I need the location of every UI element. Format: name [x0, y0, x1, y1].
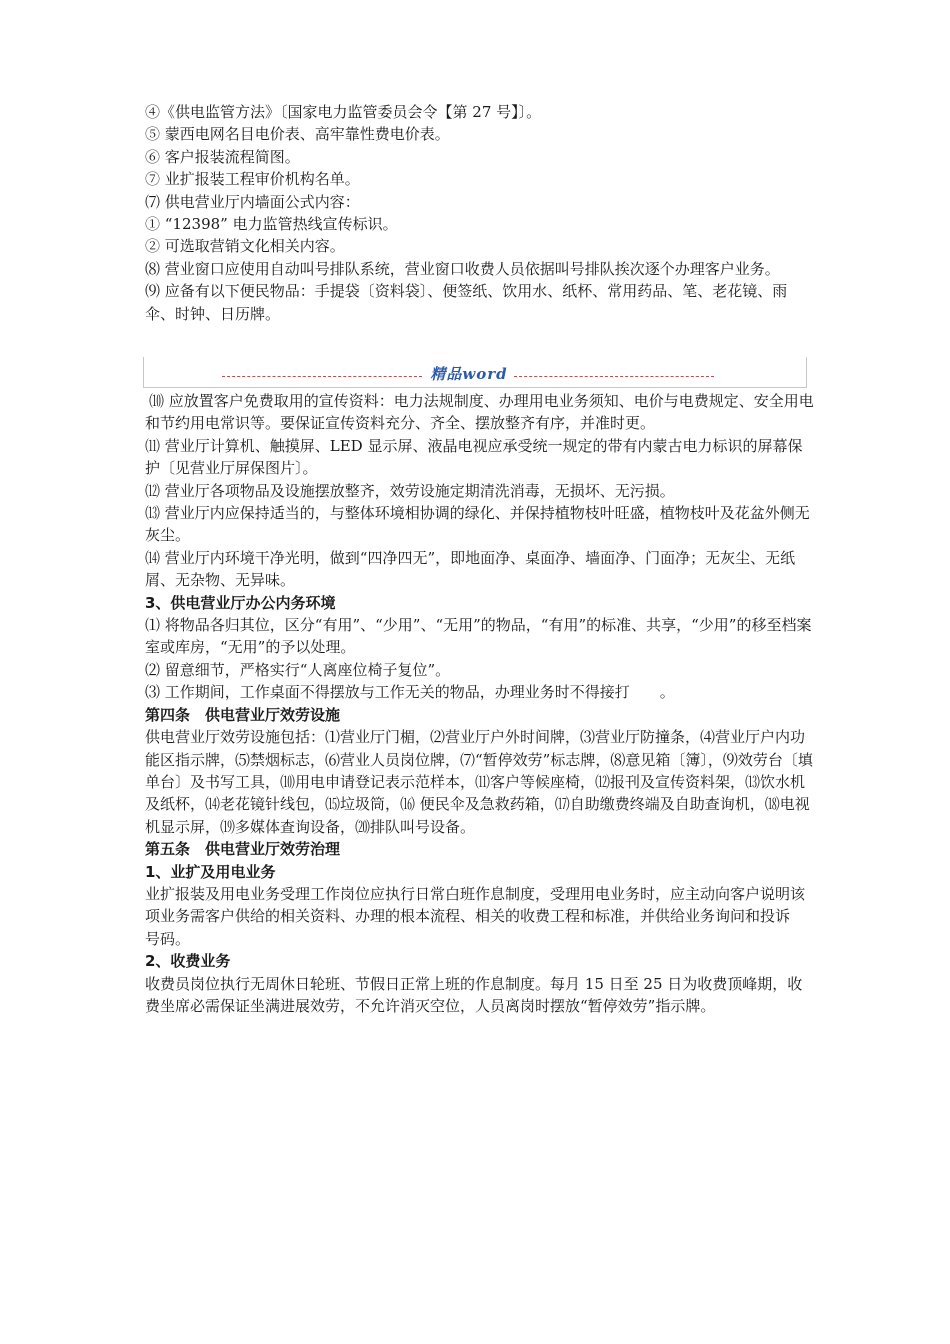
list-item: ⑻ 营业窗口应使用自动叫号排队系统，营业窗口收费人员依据叫号排队挨次逐个办理客户业务。 — [145, 259, 780, 278]
paragraph: 供电营业厅效劳设施包括：⑴营业厅门楣，⑵营业厅户外时间牌，⑶营业厅防撞条，⑷营业厅户内功能区指示牌，⑸禁烟标志，⑹营业人员岗位牌，⑺“暂停效劳”标志牌，⑻意见箱〔簿〕，⑼效劳台〔填单台〕及书写工具，⑽用电申请登记表示范样本，⑾客户等候座椅，⑿报刊及宣传资料架，⒀饮水机及纸杯，⒁老花镜针线包，⒂垃圾筒，⒃ 便民伞及急救药箱，⒄自助缴费终端及自助查询机，⒅电视机显示屏，⒆多媒体查询设备，⒇排队叫号设备。 — [145, 728, 813, 836]
article-heading: 第四条 供电营业厅效劳设施 — [145, 705, 341, 724]
list-item: ⑵ 留意细节，严格实行“人离座位椅子复位”。 — [145, 660, 451, 679]
list-item: ⒀ 营业厅内应保持适当的，与整体环境相协调的绿化、并保持植物枝叶旺盛，植物枝叶及花盆外侧无灰尘。 — [145, 504, 810, 545]
list-item: ⑤ 蒙西电网名目电价表、高牢靠性费电价表。 — [145, 125, 450, 144]
section-b — [145, 390, 821, 1017]
section-heading: 1、业扩及用电业务 — [145, 862, 276, 881]
list-item: ⒁ 营业厅内环境干净光明，做到“四净四无”，即地面净、桌面净、墙面净、门面净；无灰尘、无纸屑、无杂物、无异味。 — [145, 548, 796, 590]
banner-dash-left — [222, 376, 422, 377]
section-a — [145, 101, 817, 325]
article-heading: 第五条 供电营业厅效劳治理 — [145, 840, 341, 859]
list-item: ⑿ 营业厅各项物品及设施摆放整齐，效劳设施定期清洗消毒，无损坏、无污损。 — [145, 481, 675, 500]
list-item: ② 可选取营销文化相关内容。 — [145, 237, 345, 256]
list-item: ④《供电监管方法》〔国家电力监管委员会令【第 27 号】〕。 — [145, 103, 542, 121]
banner-logo: 精品word — [430, 365, 508, 383]
list-item: ① “12398” 电力监管热线宣传标识。 — [145, 215, 398, 234]
divider-banner — [143, 357, 807, 388]
paragraph: 收费员岗位执行无周休日轮班、节假日正常上班的作息制度。每月 15 日至 25 日为收费顶峰期，收费坐席必需保证坐满进展效劳，不允许消灭空位，人员离岗时摆放“暂停效劳”指示牌。 — [145, 974, 803, 1015]
list-item: ⑥ 客户报装流程简图。 — [145, 147, 300, 166]
list-item: ⑶ 工作期间，工作桌面不得摆放与工作无关的物品，办理业务时不得接打 。 — [145, 683, 675, 702]
list-item: ⑼ 应备有以下便民物品：手提袋〔资料袋〕、便签纸、饮用水、纸杯、常用药品、笔、老花镜、雨伞、时钟、日历牌。 — [145, 282, 788, 323]
list-item: ⑽ 应放置客户免费取用的宣传资料：电力法规制度、办理用电业务须知、电价与电费规定、安全用电和节约用电常识等。要保证宣传资料充分、齐全、摆放整齐有序，并准时更。 — [145, 392, 814, 433]
list-item: ⑺ 供电营业厅内墙面公式内容： — [145, 192, 360, 211]
section-heading: 3、供电营业厅办公内务环境 — [145, 593, 336, 612]
banner-dash-right — [514, 376, 714, 377]
section-heading: 2、收费业务 — [145, 952, 231, 971]
list-item: ⑦ 业扩报装工程审价机构名单。 — [145, 170, 360, 189]
list-item: ⑴ 将物品各归其位，区分“有用”、“少用”、“无用”的物品，“有用”的标准、共享，“少用”的移至档案室或库房，“无用”的予以处理。 — [145, 616, 812, 657]
paragraph: 业扩报装及用电业务受理工作岗位应执行日常白班作息制度，受理用电业务时，应主动向客户说明该项业务需客户供给的相关资料、办理的根本流程、相关的收费工程和标准，并供给业务询问和投诉 号码。 — [145, 884, 821, 948]
list-item: ⑾ 营业厅计算机、触摸屏、LED 显示屏、液晶电视应承受统一规定的带有内蒙古电力标识的屏幕保护〔见营业厅屏保图片〕。 — [145, 436, 803, 478]
